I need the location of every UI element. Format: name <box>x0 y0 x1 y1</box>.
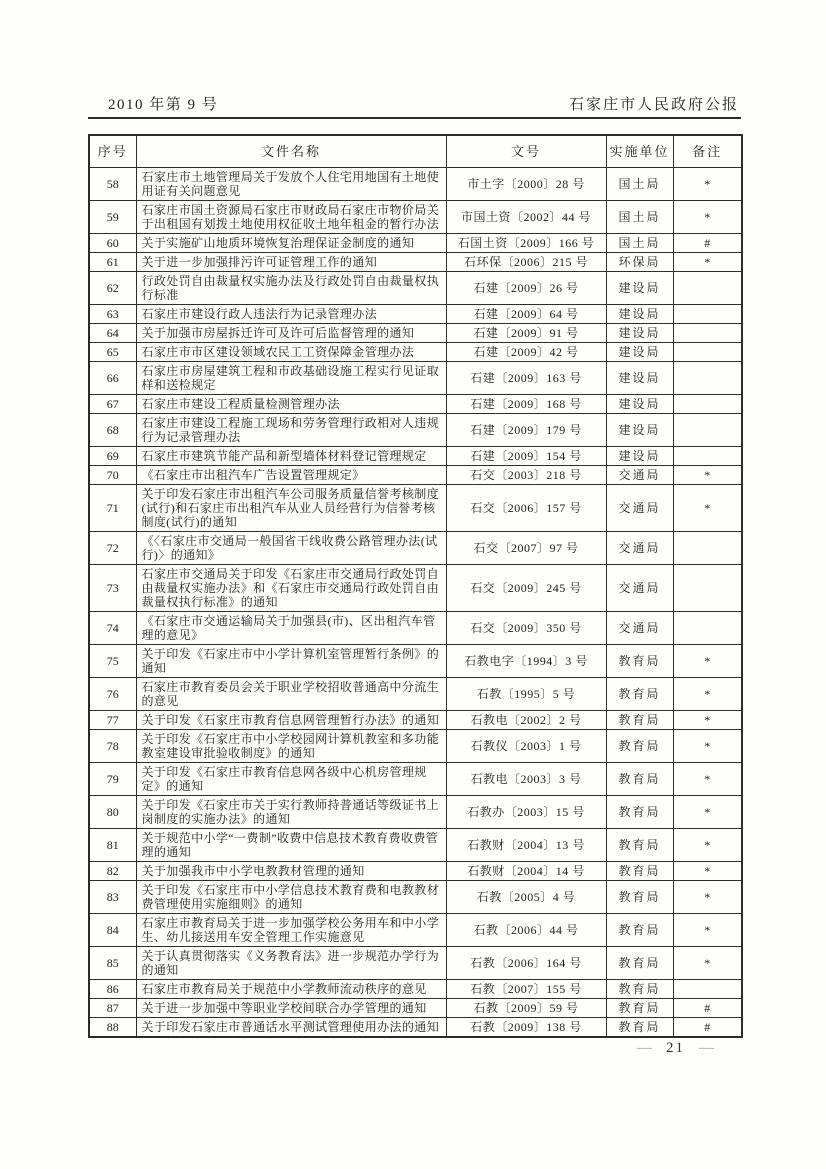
row-serial: 77 <box>89 711 136 730</box>
row-remark <box>673 532 742 565</box>
table-row <box>89 763 742 796</box>
row-doc-number: 石教财〔2004〕14 号 <box>446 862 606 881</box>
row-serial: 59 <box>89 201 136 234</box>
row-doc-number: 石建〔2009〕26 号 <box>446 272 606 305</box>
row-remark: * <box>673 485 742 532</box>
row-remark: # <box>673 234 742 253</box>
row-implementing-unit: 教育局 <box>606 947 673 980</box>
row-implementing-unit: 环保局 <box>606 253 673 272</box>
table-row <box>89 914 742 947</box>
row-serial: 71 <box>89 485 136 532</box>
row-doc-number: 石教〔2009〕138 号 <box>446 1018 606 1038</box>
row-document-name: 关于实施矿山地质环境恢复治理保证金制度的通知 <box>136 234 446 253</box>
table-row <box>89 999 742 1018</box>
row-remark: * <box>673 711 742 730</box>
row-doc-number: 市土字〔2000〕28 号 <box>446 168 606 201</box>
col-header-doc-number: 文号 <box>446 135 606 168</box>
row-document-name: 石家庄市建设行政人违法行为记录管理办法 <box>136 305 446 324</box>
row-doc-number: 石建〔2009〕64 号 <box>446 305 606 324</box>
row-remark: * <box>673 796 742 829</box>
row-doc-number: 石建〔2009〕42 号 <box>446 343 606 362</box>
table-row <box>89 862 742 881</box>
row-doc-number: 石教电字〔1994〕3 号 <box>446 645 606 678</box>
row-implementing-unit: 建设局 <box>606 343 673 362</box>
row-doc-number: 石教〔2006〕164 号 <box>446 947 606 980</box>
row-document-name: 关于印发《石家庄市教育信息网各级中心机房管理规定》的通知 <box>136 763 446 796</box>
row-serial: 85 <box>89 947 136 980</box>
row-implementing-unit: 教育局 <box>606 862 673 881</box>
row-doc-number: 石教〔2009〕59 号 <box>446 999 606 1018</box>
row-document-name: 关于加强市房屋拆迁许可及许可后监督管理的通知 <box>136 324 446 343</box>
row-serial: 84 <box>89 914 136 947</box>
table-row <box>89 305 742 324</box>
row-serial: 70 <box>89 466 136 485</box>
row-implementing-unit: 国土局 <box>606 168 673 201</box>
row-implementing-unit: 交通局 <box>606 612 673 645</box>
page-number-dash-left: — <box>637 1040 652 1056</box>
row-serial: 69 <box>89 447 136 466</box>
row-implementing-unit: 教育局 <box>606 999 673 1018</box>
table-row <box>89 829 742 862</box>
row-doc-number: 石交〔2003〕218 号 <box>446 466 606 485</box>
row-document-name: 行政处罚自由裁量权实施办法及行政处罚自由裁量权执行标准 <box>136 272 446 305</box>
table-row <box>89 324 742 343</box>
row-document-name: 关于进一步加强中等职业学校间联合办学管理的通知 <box>136 999 446 1018</box>
row-implementing-unit: 教育局 <box>606 645 673 678</box>
row-remark <box>673 272 742 305</box>
row-remark: * <box>673 678 742 711</box>
row-serial: 64 <box>89 324 136 343</box>
row-doc-number: 石交〔2009〕245 号 <box>446 565 606 612</box>
row-doc-number: 石交〔2007〕97 号 <box>446 532 606 565</box>
row-document-name: 关于印发石家庄市出租汽车公司服务质量信誉考核制度(试行)和石家庄市出租汽车从业人员经营行为信誉考核制度(试行)的通知 <box>136 485 446 532</box>
row-document-name: 关于进一步加强排污许可证管理工作的通知 <box>136 253 446 272</box>
row-implementing-unit: 教育局 <box>606 796 673 829</box>
row-remark: * <box>673 862 742 881</box>
table-row <box>89 447 742 466</box>
row-doc-number: 石教〔2005〕4 号 <box>446 881 606 914</box>
row-document-name: 石家庄市教育局关于进一步加强学校公务用车和中小学生、幼儿接送用车安全管理工作实施意见 <box>136 914 446 947</box>
row-doc-number: 石交〔2006〕157 号 <box>446 485 606 532</box>
table-row <box>89 168 742 201</box>
row-doc-number: 石建〔2009〕163 号 <box>446 362 606 395</box>
col-header-document-name: 文件名称 <box>136 135 446 168</box>
row-remark <box>673 362 742 395</box>
table-row <box>89 678 742 711</box>
row-serial: 79 <box>89 763 136 796</box>
documents-table <box>88 134 743 1038</box>
row-document-name: 石家庄市教育局关于规范中小学教师流动秩序的意见 <box>136 980 446 999</box>
table-row <box>89 565 742 612</box>
row-implementing-unit: 建设局 <box>606 362 673 395</box>
page-number-value: 21 <box>666 1040 685 1056</box>
row-doc-number: 市国土资〔2002〕44 号 <box>446 201 606 234</box>
row-remark: * <box>673 763 742 796</box>
row-document-name: 关于印发《石家庄市中小学校园网计算机教室和多功能教室建设审批验收制度》的通知 <box>136 730 446 763</box>
row-doc-number: 石建〔2009〕168 号 <box>446 395 606 414</box>
table-row <box>89 272 742 305</box>
row-serial: 80 <box>89 796 136 829</box>
row-implementing-unit: 建设局 <box>606 272 673 305</box>
row-implementing-unit: 教育局 <box>606 730 673 763</box>
row-doc-number: 石环保〔2006〕215 号 <box>446 253 606 272</box>
table-row <box>89 201 742 234</box>
row-document-name: 关于印发《石家庄市中小学信息技术教育费和电教教材费管理使用实施细则》的通知 <box>136 881 446 914</box>
row-remark: * <box>673 730 742 763</box>
row-implementing-unit: 教育局 <box>606 1018 673 1038</box>
row-serial: 73 <box>89 565 136 612</box>
table-row <box>89 612 742 645</box>
row-doc-number: 石建〔2009〕179 号 <box>446 414 606 447</box>
col-header-remark: 备注 <box>673 135 742 168</box>
row-document-name: 石家庄市建设工程施工现场和劳务管理行政相对人违规行为记录管理办法 <box>136 414 446 447</box>
row-document-name: 石家庄市市区建设领域农民工工资保障金管理办法 <box>136 343 446 362</box>
table-row <box>89 532 742 565</box>
row-remark <box>673 565 742 612</box>
row-document-name: 关于认真贯彻落实《义务教育法》进一步规范办学行为的通知 <box>136 947 446 980</box>
table-row <box>89 234 742 253</box>
row-implementing-unit: 教育局 <box>606 678 673 711</box>
row-document-name: 《〈石家庄市交通局一般国省干线收费公路管理办法(试行)〉的通知》 <box>136 532 446 565</box>
row-document-name: 石家庄市建筑节能产品和新型墙体材料登记管理规定 <box>136 447 446 466</box>
table-row <box>89 980 742 999</box>
table-row <box>89 362 742 395</box>
row-serial: 81 <box>89 829 136 862</box>
header-rule <box>88 117 741 119</box>
row-document-name: 关于印发石家庄市普通话水平测试管理使用办法的通知 <box>136 1018 446 1038</box>
table-row <box>89 395 742 414</box>
row-serial: 78 <box>89 730 136 763</box>
table-row <box>89 645 742 678</box>
row-doc-number: 石教电〔2003〕3 号 <box>446 763 606 796</box>
row-document-name: 关于印发《石家庄市关于实行教师持普通话等级证书上岗制度的实施办法》的通知 <box>136 796 446 829</box>
row-serial: 58 <box>89 168 136 201</box>
row-doc-number: 石教办〔2003〕15 号 <box>446 796 606 829</box>
row-doc-number: 石教〔2007〕155 号 <box>446 980 606 999</box>
row-document-name: 石家庄市土地管理局关于发放个人住宅用地国有土地使用证有关问题意见 <box>136 168 446 201</box>
row-remark <box>673 305 742 324</box>
row-document-name: 石家庄市建设工程质量检测管理办法 <box>136 395 446 414</box>
row-implementing-unit: 教育局 <box>606 763 673 796</box>
row-document-name: 关于印发《石家庄市中小学计算机室管理暂行条例》的通知 <box>136 645 446 678</box>
row-document-name: 石家庄市房屋建筑工程和市政基础设施工程实行见证取样和送检规定 <box>136 362 446 395</box>
table-row <box>89 711 742 730</box>
row-doc-number: 石国土资〔2009〕166 号 <box>446 234 606 253</box>
row-implementing-unit: 交通局 <box>606 565 673 612</box>
row-serial: 74 <box>89 612 136 645</box>
row-implementing-unit: 建设局 <box>606 447 673 466</box>
row-doc-number: 石教电〔2002〕2 号 <box>446 711 606 730</box>
row-doc-number: 石教财〔2004〕13 号 <box>446 829 606 862</box>
row-implementing-unit: 教育局 <box>606 711 673 730</box>
row-serial: 86 <box>89 980 136 999</box>
row-doc-number: 石教仪〔2003〕1 号 <box>446 730 606 763</box>
row-remark <box>673 980 742 999</box>
row-remark <box>673 414 742 447</box>
row-implementing-unit: 交通局 <box>606 466 673 485</box>
row-serial: 76 <box>89 678 136 711</box>
page-number <box>637 1040 714 1057</box>
row-document-name: 石家庄市教育委员会关于职业学校招收普通高中分流生的意见 <box>136 678 446 711</box>
row-remark: * <box>673 881 742 914</box>
page-number-dash-right: — <box>699 1040 714 1056</box>
row-implementing-unit: 教育局 <box>606 914 673 947</box>
row-doc-number: 石交〔2009〕350 号 <box>446 612 606 645</box>
row-document-name: 《石家庄市交通运输局关于加强县(市)、区出租汽车管理的意见》 <box>136 612 446 645</box>
table-row <box>89 796 742 829</box>
row-document-name: 石家庄市国土资源局石家庄市财政局石家庄市物价局关于出租国有划拨土地使用权征收土地年租金的暂行办法 <box>136 201 446 234</box>
row-document-name: 石家庄市交通局关于印发《石家庄市交通局行政处罚自由裁量权实施办法》和《石家庄市交通局行政处罚自由裁量权执行标准》的通知 <box>136 565 446 612</box>
row-serial: 61 <box>89 253 136 272</box>
row-remark: * <box>673 829 742 862</box>
row-implementing-unit: 国土局 <box>606 201 673 234</box>
table-row <box>89 947 742 980</box>
row-serial: 68 <box>89 414 136 447</box>
row-remark: * <box>673 947 742 980</box>
row-serial: 72 <box>89 532 136 565</box>
row-serial: 65 <box>89 343 136 362</box>
row-remark: * <box>673 201 742 234</box>
table-row <box>89 466 742 485</box>
row-remark: * <box>673 645 742 678</box>
table-body <box>89 168 742 1038</box>
row-document-name: 关于加强我市中小学电教教材管理的通知 <box>136 862 446 881</box>
row-doc-number: 石教〔2006〕44 号 <box>446 914 606 947</box>
row-serial: 75 <box>89 645 136 678</box>
col-header-implementing-unit: 实施单位 <box>606 135 673 168</box>
row-implementing-unit: 国土局 <box>606 234 673 253</box>
row-document-name: 《石家庄市出租汽车广告设置管理规定》 <box>136 466 446 485</box>
row-doc-number: 石教〔1995〕5 号 <box>446 678 606 711</box>
row-doc-number: 石建〔2009〕91 号 <box>446 324 606 343</box>
row-serial: 66 <box>89 362 136 395</box>
row-remark: * <box>673 168 742 201</box>
row-remark <box>673 343 742 362</box>
row-serial: 83 <box>89 881 136 914</box>
row-serial: 62 <box>89 272 136 305</box>
gazette-title: 石家庄市人民政府公报 <box>568 97 739 113</box>
row-implementing-unit: 建设局 <box>606 305 673 324</box>
table-row <box>89 485 742 532</box>
row-implementing-unit: 交通局 <box>606 485 673 532</box>
row-implementing-unit: 交通局 <box>606 532 673 565</box>
row-remark <box>673 447 742 466</box>
table-header-row <box>89 135 742 168</box>
row-remark: # <box>673 1018 742 1038</box>
row-serial: 67 <box>89 395 136 414</box>
table-row <box>89 881 742 914</box>
row-remark <box>673 395 742 414</box>
row-serial: 60 <box>89 234 136 253</box>
row-implementing-unit: 教育局 <box>606 829 673 862</box>
table-row <box>89 1018 742 1038</box>
row-remark: * <box>673 914 742 947</box>
table-row <box>89 414 742 447</box>
row-remark: * <box>673 466 742 485</box>
col-header-serial: 序号 <box>89 135 136 168</box>
row-implementing-unit: 建设局 <box>606 324 673 343</box>
row-serial: 63 <box>89 305 136 324</box>
row-remark: # <box>673 999 742 1018</box>
row-doc-number: 石建〔2009〕154 号 <box>446 447 606 466</box>
row-document-name: 关于印发《石家庄市教育信息网管理暂行办法》的通知 <box>136 711 446 730</box>
row-remark <box>673 612 742 645</box>
row-remark: * <box>673 253 742 272</box>
row-document-name: 关于规范中小学“一费制”收费中信息技术教育费收费管理的通知 <box>136 829 446 862</box>
row-implementing-unit: 教育局 <box>606 980 673 999</box>
issue-number: 2010 年第 9 号 <box>108 97 219 113</box>
row-serial: 87 <box>89 999 136 1018</box>
row-implementing-unit: 建设局 <box>606 414 673 447</box>
row-implementing-unit: 建设局 <box>606 395 673 414</box>
row-serial: 88 <box>89 1018 136 1038</box>
table-row <box>89 253 742 272</box>
table-row <box>89 730 742 763</box>
row-implementing-unit: 教育局 <box>606 881 673 914</box>
row-remark <box>673 324 742 343</box>
table-row <box>89 343 742 362</box>
row-serial: 82 <box>89 862 136 881</box>
